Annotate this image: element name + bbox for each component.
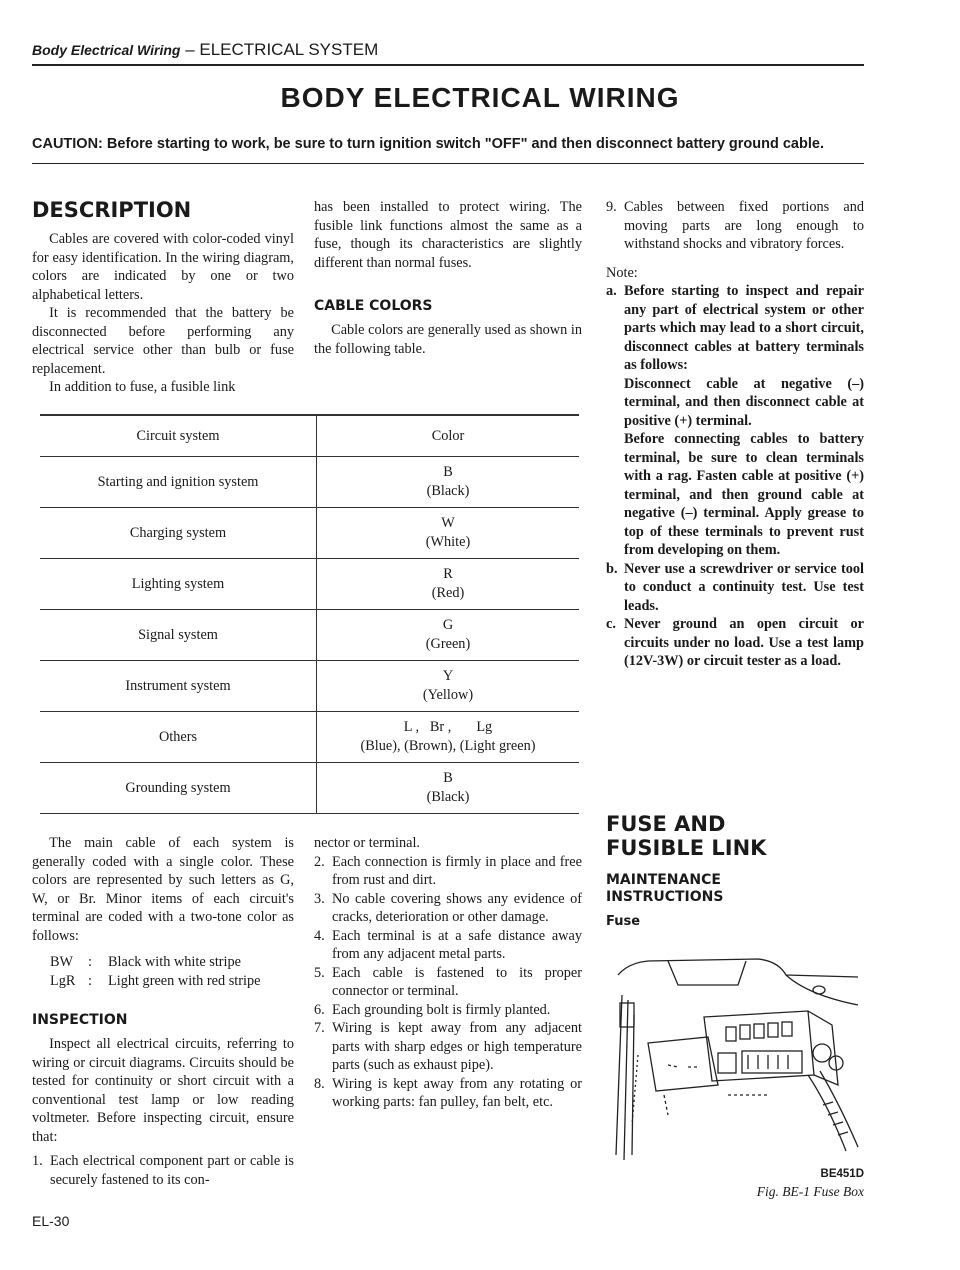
item-text: Each connection is firmly in place and free from rust and dirt.: [332, 853, 582, 888]
fuse-heading-line1: FUSE AND: [606, 812, 726, 836]
note-item-text: Never use a screwdriver or service tool to conduct a continuity test. Use test leads.: [624, 560, 864, 614]
color-name: (Blue), (Brown), (Light green): [360, 738, 536, 754]
fuse-box-illustration: [608, 955, 868, 1165]
item-text: Each terminal is at a safe distance away from any adjacent metal parts.: [332, 927, 582, 962]
note-a-part2: Disconnect cable at negative (–) terminal, and then disconnect cable at positive (+) terminal.: [624, 375, 864, 429]
cable-colors-heading: CABLE COLORS: [314, 298, 433, 314]
note-item-text: [624, 282, 864, 560]
color-name: (Yellow): [422, 687, 474, 703]
color-name: (Black): [426, 483, 470, 499]
code-item: [50, 953, 294, 972]
table-row: [40, 508, 579, 559]
table-header-row: [40, 415, 579, 457]
table-cell-color: [317, 457, 580, 508]
color-code: R: [443, 566, 453, 582]
table-cell-color: [317, 763, 580, 814]
note-item-b: [606, 560, 864, 616]
item-number: 1.: [32, 1153, 43, 1169]
description-p3: In addition to fuse, a fusible link: [49, 379, 236, 395]
color-code: Y: [442, 668, 454, 684]
color-code: B: [443, 770, 453, 786]
table-cell-color: [317, 712, 580, 763]
maintenance-heading-line1: MAINTENANCE: [606, 872, 721, 888]
description-heading: DESCRIPTION: [32, 198, 192, 222]
color-name: (Green): [425, 636, 471, 652]
note-item-label: c.: [606, 616, 616, 632]
item-text: Each grounding bolt is firmly planted.: [332, 1001, 551, 1018]
column-three-top: [606, 198, 864, 671]
item-text: Wiring is kept away from any rotating or working parts: fan pulley, fan belt, etc.: [332, 1075, 582, 1110]
color-name: (Red): [431, 585, 465, 601]
figure-code: BE451D: [820, 1168, 864, 1180]
item-number: 2.: [314, 853, 325, 870]
inspection-item: [314, 964, 582, 1001]
fuse-section: [606, 812, 864, 929]
item-number: 8.: [314, 1075, 325, 1092]
note-item-a: [606, 282, 864, 560]
code-item: [50, 972, 294, 991]
fuse-subheading: Fuse: [606, 914, 641, 929]
table-row: [40, 712, 579, 763]
item-text: Cables between fixed portions and moving parts are long enough to withstand shocks and vibratory forces.: [624, 199, 864, 252]
inspection-heading: INSPECTION: [32, 1012, 128, 1028]
caution-rule: [32, 163, 864, 164]
table-row: [40, 610, 579, 661]
item-text: Each cable is fastened to its proper connector or terminal.: [332, 964, 582, 999]
cable-colors-intro: Cable colors are generally used as shown in the following table.: [314, 322, 582, 357]
code-desc: Light green with red stripe: [108, 972, 261, 989]
table-row: [40, 661, 579, 712]
item-text: Each electrical component part or cable is securely fastened to its con-: [50, 1153, 294, 1188]
color-code: W: [441, 515, 455, 531]
item-number: 5.: [314, 964, 325, 981]
inspection-list: [314, 834, 582, 1112]
caution-notice: [32, 136, 824, 152]
color-name: (Black): [426, 789, 470, 805]
header-section-italic: Body Electrical Wiring: [32, 42, 181, 58]
running-header: [32, 40, 378, 60]
item-number: 9.: [606, 199, 617, 215]
table-cell-system: Others: [40, 712, 317, 763]
note-label: Note:: [606, 264, 638, 281]
item-number: 6.: [314, 1001, 325, 1018]
table-cell-color: [317, 661, 580, 712]
note-item-text: Never ground an open circuit or circuits under no load. Use a test lamp (12V-3W) or circuit tester as a load.: [624, 616, 864, 669]
color-name: (White): [425, 534, 471, 550]
color-code: G: [442, 617, 454, 633]
table-header-circuit: Circuit system: [40, 415, 317, 457]
table-header-color: Color: [317, 415, 580, 457]
main-cable-paragraph: The main cable of each system is generally coded with a single color. These colors are represented by such letters as G, W, or Br. Minor items of each circuit's terminal are coded with a two-tone color as follows:: [32, 835, 294, 944]
table-cell-system: Starting and ignition system: [40, 457, 317, 508]
item-text: No cable covering shows any evidence of cracks, deterioration or other damage.: [332, 890, 582, 925]
table-cell-system: Lighting system: [40, 559, 317, 610]
header-rule: [32, 64, 864, 66]
table-cell-system: Grounding system: [40, 763, 317, 814]
table-cell-color: [317, 508, 580, 559]
table-row: [40, 457, 579, 508]
table-row: [40, 559, 579, 610]
description-p2: It is recommended that the battery be disconnected before performing any electrical service other than bulb or fuse replacement.: [32, 305, 294, 377]
maintenance-heading-line2: INSTRUCTIONS: [606, 889, 724, 905]
code-key: LgR: [50, 972, 76, 989]
header-section-title: – ELECTRICAL SYSTEM: [180, 40, 379, 59]
table-cell-system: Signal system: [40, 610, 317, 661]
item-number: 3.: [314, 890, 325, 907]
note-item-c: [606, 615, 864, 671]
description-section: [32, 198, 294, 397]
inspection-item: [314, 1001, 582, 1020]
two-tone-codes: [32, 953, 294, 990]
color-code: L , Br , Lg: [403, 719, 493, 735]
item-text: Wiring is kept away from any adjacent parts with sharp edges or high temperature parts (such as exhaust pipe).: [332, 1020, 582, 1073]
inspection-item: [314, 1075, 582, 1112]
description-continued: [314, 198, 582, 358]
inspection-item: [32, 1152, 294, 1189]
code-desc: Black with white stripe: [108, 954, 242, 970]
note-item-label: b.: [606, 560, 618, 577]
cable-color-table: [40, 414, 579, 814]
table-row: [40, 763, 579, 814]
table-cell-system: Instrument system: [40, 661, 317, 712]
code-sep: :: [88, 954, 92, 970]
note-a-part1: Before starting to inspect and repair any part of electrical system or other parts which may lead to a short circuit, disconnect cables at battery terminals as follows:: [624, 283, 864, 373]
item-number: 4.: [314, 927, 325, 944]
inspection-item: [314, 890, 582, 927]
code-key: BW: [50, 954, 74, 970]
inspection-item: [314, 927, 582, 964]
item-number: 7.: [314, 1020, 325, 1036]
note-a-part3: Before connecting cables to battery terminal, be sure to clean terminals with a rag. Fasten cable at positive (+) terminal, and then ground cable at negative (–) terminal. Apply grease to top of these terminals to prevent rust from developing on them.: [624, 431, 864, 558]
note-item-label: a.: [606, 283, 617, 299]
inspection-item: [606, 198, 864, 254]
inspection-item: [314, 853, 582, 890]
fuse-heading-line2: FUSIBLE LINK: [606, 836, 767, 860]
figure-caption: Fig. BE-1 Fuse Box: [756, 1184, 864, 1199]
inspection-paragraph: Inspect all electrical circuits, referring to wiring or circuit diagrams. Circuits should be tested for continuity or short circuit with a conventional test lamp or low reading voltmeter. Before inspecting circuit, ensure that:: [32, 1036, 294, 1145]
description-p3-cont: has been installed to protect wiring. The fusible link functions almost the same as a fuse, though its characteristics are slightly different than normal fuses.: [314, 199, 582, 271]
caution-text: Before starting to work, be sure to turn ignition switch "OFF" and then disconnect battery ground cable.: [106, 136, 824, 152]
color-code: B: [443, 464, 453, 480]
table-cell-color: [317, 610, 580, 661]
caution-label: CAUTION:: [32, 136, 103, 152]
page-number: EL-30: [32, 1213, 70, 1229]
table-cell-color: [317, 559, 580, 610]
item1-continued: nector or terminal.: [314, 835, 420, 851]
code-sep: :: [88, 972, 92, 989]
inspection-item: [314, 1019, 582, 1075]
description-p1: Cables are covered with color-coded vinyl for easy identification. In the wiring diagram, colors are indicated by one or two alphabetical letters.: [32, 231, 294, 303]
page-title: BODY ELECTRICAL WIRING: [280, 82, 680, 113]
table-cell-system: Charging system: [40, 508, 317, 559]
main-cable-section: [32, 834, 294, 1189]
